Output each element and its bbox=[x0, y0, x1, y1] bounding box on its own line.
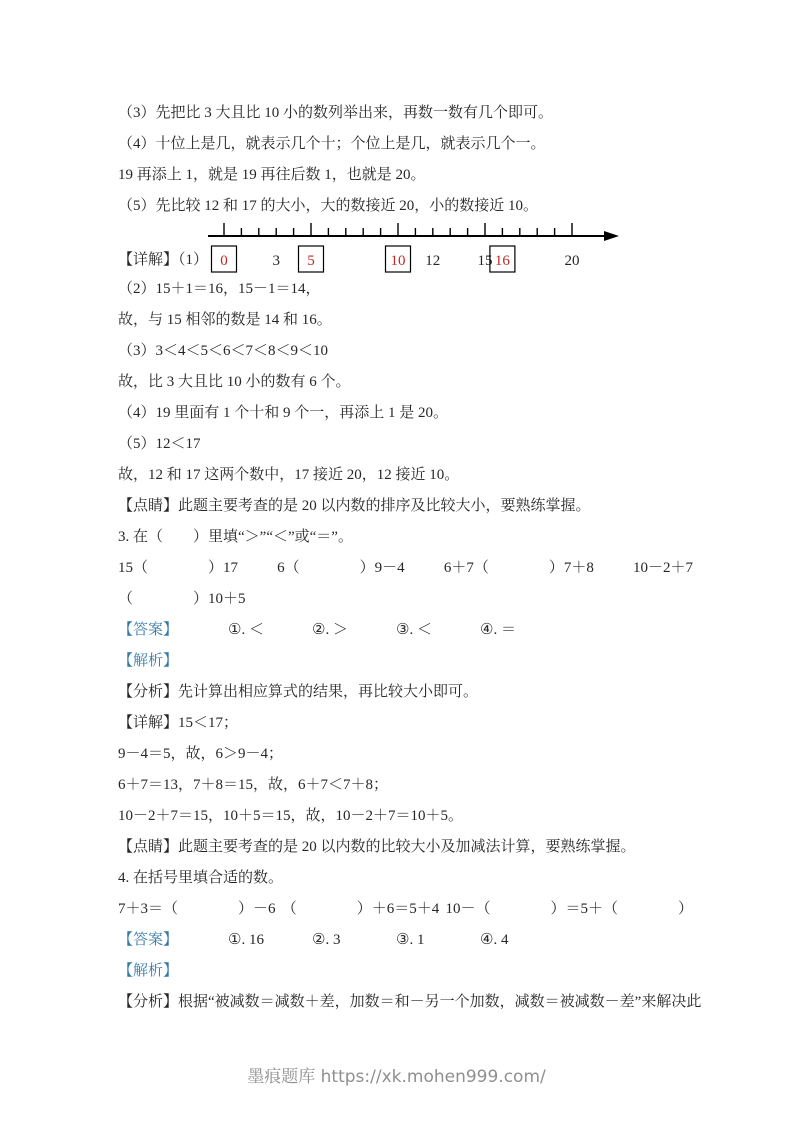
explanation-line: 19 再添上 1，就是 19 再往后数 1，也就是 20。 bbox=[118, 167, 426, 183]
svg-text:16: 16 bbox=[494, 253, 510, 269]
answer-item: ③. 1 bbox=[396, 932, 425, 948]
exercise-row bbox=[118, 894, 693, 925]
detail-answer-row bbox=[118, 222, 693, 274]
exercise-row bbox=[118, 553, 693, 584]
svg-text:0: 0 bbox=[220, 253, 228, 269]
answer-item: ①. 16 bbox=[228, 932, 264, 948]
expression-item: 15（ ）17 bbox=[118, 560, 239, 576]
answer-label: 【答案】 bbox=[118, 932, 179, 948]
detail-line: 故，与 15 相邻的数是 14 和 16。 bbox=[118, 312, 332, 328]
note-line: 【点睛】此题主要考查的是 20 以内数的排序及比较大小，要熟练掌握。 bbox=[118, 498, 591, 514]
analysis-line: 【分析】根据“被减数＝减数＋差，加数＝和－另一个加数，减数＝被减数－差”来解决此 bbox=[118, 994, 702, 1010]
detail-line: 9－4＝5，故，6＞9－4； bbox=[118, 746, 284, 762]
expression-item: （ ）＋6＝5＋4 bbox=[281, 901, 440, 917]
explanation-line: （3）先把比 3 大且比 10 小的数列举出来，再数一数有几个即可。 bbox=[118, 105, 554, 121]
number-line bbox=[208, 222, 623, 274]
svg-text:12: 12 bbox=[425, 253, 441, 269]
answer-item: ③. ＜ bbox=[396, 622, 432, 638]
svg-text:20: 20 bbox=[564, 253, 580, 269]
detail-line: 故，比 3 大且比 10 小的数有 6 个。 bbox=[118, 374, 351, 390]
analysis-line: 【分析】先计算出相应算式的结果，再比较大小即可。 bbox=[118, 684, 479, 700]
analysis-label: 【解析】 bbox=[118, 653, 179, 669]
expression-item: （ ）10＋5 bbox=[118, 591, 246, 607]
detail-line: 6＋7＝13，7＋8＝15，故，6＋7＜7＋8； bbox=[118, 777, 389, 793]
svg-text:3: 3 bbox=[272, 253, 280, 269]
document-page bbox=[118, 98, 702, 1018]
expression-item: 7＋3＝（ ）－6 bbox=[118, 901, 276, 917]
note-line: 【点睛】此题主要考查的是 20 以内数的比较大小及加减法计算，要熟练掌握。 bbox=[118, 839, 636, 855]
answer-label: 【答案】 bbox=[118, 622, 179, 638]
footer-credit: 墨痕题库 https://xk.mohen999.com/ bbox=[247, 1067, 546, 1087]
analysis-label: 【解析】 bbox=[118, 963, 179, 979]
answer-item: ②. ＞ bbox=[312, 622, 348, 638]
answer-item: ①. ＜ bbox=[228, 622, 264, 638]
answer-item: ④. ＝ bbox=[480, 622, 516, 638]
detail-line: 10－2＋7＝15，10＋5＝15，故，10－2＋7＝10＋5。 bbox=[118, 808, 464, 824]
answers-row bbox=[118, 925, 693, 956]
detail-line: （5）12＜17 bbox=[118, 436, 201, 452]
expression-item: 10－（ ）＝5＋（ ） bbox=[445, 901, 693, 917]
question-title: 3. 在（ ）里填“＞”“＜”或“＝”。 bbox=[118, 529, 353, 545]
svg-text:15: 15 bbox=[477, 253, 493, 269]
detail-line: （4）19 里面有 1 个十和 9 个一，再添上 1 是 20。 bbox=[118, 405, 449, 421]
expression-item: 10－2＋7 bbox=[632, 560, 693, 576]
answer-item: ②. 3 bbox=[312, 932, 341, 948]
explanation-line: （4）十位上是几，就表示几个十；个位上是几，就表示几个一。 bbox=[118, 136, 546, 152]
detail-line: （2）15＋1＝16，15－1＝14， bbox=[118, 281, 321, 297]
svg-text:5: 5 bbox=[307, 253, 315, 269]
expression-item: 6＋7（ ）7＋8 bbox=[443, 560, 594, 576]
detail-line: 【详解】15＜17； bbox=[118, 715, 239, 731]
explanation-line: （5）先比较 12 和 17 的大小，大的数接近 20，小的数接近 10。 bbox=[118, 198, 539, 214]
answer-item: ④. 4 bbox=[480, 932, 509, 948]
detail-label: 【详解】（1） bbox=[118, 252, 209, 268]
detail-line: 故，12 和 17 这两个数中，17 接近 20，12 接近 10。 bbox=[118, 467, 460, 483]
answers-row bbox=[118, 615, 693, 646]
question-title: 4. 在括号里填合适的数。 bbox=[118, 870, 284, 886]
svg-text:10: 10 bbox=[390, 253, 406, 269]
detail-line: （3）3＜4＜5＜6＜7＜8＜9＜10 bbox=[118, 343, 329, 359]
expression-item: 6（ ）9－4 bbox=[277, 560, 405, 576]
